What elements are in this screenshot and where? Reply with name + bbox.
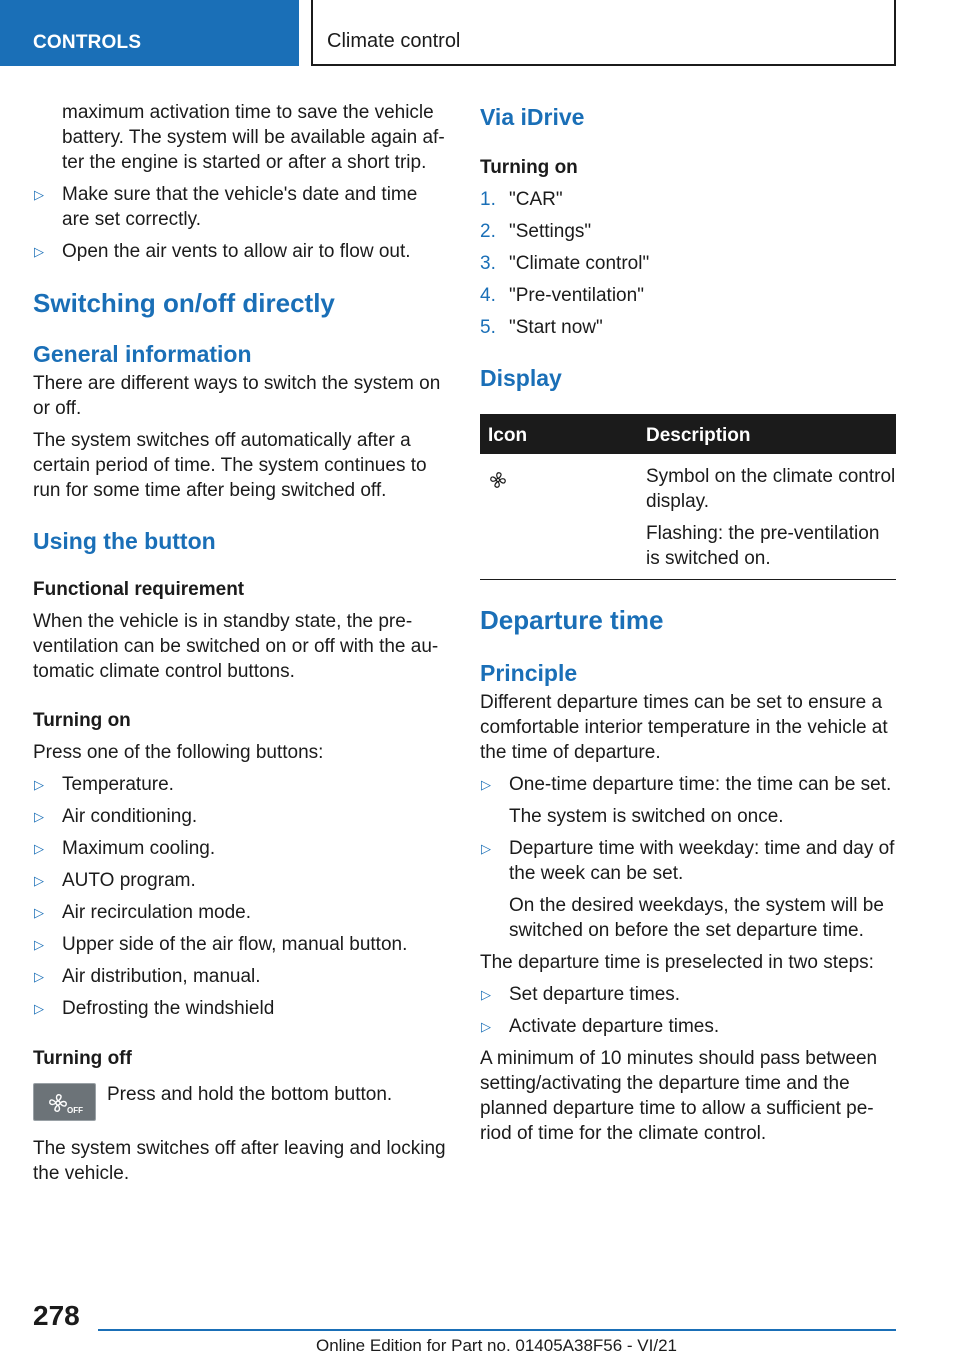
footer-divider: [98, 1329, 896, 1331]
bullet-triangle-icon: ▷: [481, 841, 491, 856]
list-item: ▷ Temperature.: [34, 774, 174, 795]
intro-continuation: maximum activation time to save the vehicle battery. The system will be available again after the engine is started or after a short trip.: [62, 102, 445, 173]
list-item: ▷ One-time departure time: the time can be set. The system is switched on once.: [480, 772, 896, 829]
paragraph: When the vehicle is in standby state, the preventilation can be switched on or off with the automatic climate control buttons.: [33, 611, 439, 682]
heading-using-the-button: Using the button: [33, 528, 216, 554]
step-number: 3.: [480, 253, 496, 274]
chapter-title: Climate control: [327, 30, 461, 52]
bullet-triangle-icon: ▷: [481, 987, 491, 1002]
list-item: ▷ AUTO program.: [34, 870, 196, 891]
fan-icon: [34, 1084, 97, 1122]
list-item: ▷ Activate departure times.: [481, 1016, 720, 1037]
bullet-triangle-icon: ▷: [34, 244, 44, 259]
bullet-triangle-icon: ▷: [34, 187, 44, 202]
bullet-triangle-icon: ▷: [34, 1001, 44, 1016]
turning-off-block: [33, 1082, 448, 1122]
table-cell-description: Flashing: the pre-ventilation is switched on.: [646, 523, 880, 569]
list-item: ▷ Make sure that the vehicle's date and time are set correctly.: [34, 184, 418, 230]
step-number: 2.: [480, 221, 496, 242]
section-tab: [0, 0, 299, 66]
list-item-detail: The system is switched on once.: [509, 806, 784, 827]
bullet-triangle-icon: ▷: [34, 873, 44, 888]
bullet-triangle-icon: ▷: [34, 969, 44, 984]
list-item: ▷ Open the air vents to allow air to flow out.: [34, 241, 411, 262]
column-header-icon: Icon: [488, 425, 528, 446]
step-number: 4.: [480, 285, 496, 306]
paragraph: A minimum of 10 minutes should pass between setting/activating the departure time and the planned departure time to allow a sufficient period of time for the climate control.: [480, 1048, 878, 1144]
heading-via-idrive: Via iDrive: [480, 104, 585, 130]
paragraph: The system switches off automatically after a certain period of time. The system continues to run for some time after being switched off.: [33, 430, 427, 501]
list-item: ▷ Maximum cooling.: [34, 838, 216, 859]
heading-turning-on: Turning on: [33, 710, 131, 731]
list-item-detail: On the desired weekdays, the system will be switched on before the set departure time.: [509, 895, 884, 941]
footer-edition: Online Edition for Part no. 01405A38F56 - VI/21: [316, 1336, 678, 1355]
list-item: ▷ Air distribution, manual.: [34, 966, 261, 987]
chapter-header: [311, 0, 896, 66]
step-number: 1.: [480, 189, 496, 210]
column-header-description: Description: [646, 425, 751, 446]
list-item: ▷ Departure time with weekday: time and day of the week can be set. On the desired weekdays, the system will be switched on before the set departure time.: [481, 838, 895, 941]
list-item: ▷ Set departure times.: [481, 984, 681, 1005]
page-number: 278: [33, 1300, 80, 1331]
list-item: 3. "Climate control": [480, 253, 650, 274]
heading-display: Display: [480, 365, 562, 391]
bullet-triangle-icon: ▷: [481, 777, 491, 792]
list-item: 2. "Settings": [480, 221, 592, 242]
heading-switching: Switching on/off directly: [33, 288, 335, 318]
list-item: ▷ Air conditioning.: [34, 806, 198, 827]
right-column: [480, 100, 896, 1146]
left-column: [33, 100, 448, 1186]
paragraph: Different departure times can be set to ensure a comfortable interior temperature in the vehicle at the time of departure.: [480, 692, 888, 763]
bullet-triangle-icon: ▷: [34, 777, 44, 792]
bullet-triangle-icon: ▷: [34, 937, 44, 952]
list-item: 5. "Start now": [480, 317, 603, 338]
bullet-triangle-icon: ▷: [481, 1019, 491, 1034]
table-header: [480, 414, 896, 454]
paragraph: The system switches off after leaving and locking the vehicle.: [33, 1138, 446, 1184]
step-number: 5.: [480, 317, 496, 338]
heading-general-information: General information: [33, 341, 252, 367]
list-item: ▷ Defrosting the windshield: [34, 998, 275, 1019]
paragraph: Press one of the following buttons:: [33, 742, 324, 763]
paragraph: The departure time is preselected in two steps:: [480, 952, 874, 973]
list-item: 4. "Pre-ventilation": [480, 285, 644, 306]
heading-turning-off: Turning off: [33, 1048, 132, 1069]
table-row: [480, 454, 896, 579]
table-cell-description: Symbol on the climate control display.: [646, 466, 896, 512]
bullet-triangle-icon: ▷: [34, 905, 44, 920]
paragraph: Press and hold the bottom button.: [107, 1084, 393, 1105]
off-label: OFF: [67, 1106, 83, 1115]
list-item: ▷ Air recirculation mode.: [34, 902, 252, 923]
fan-icon: [488, 470, 508, 490]
bullet-triangle-icon: ▷: [34, 841, 44, 856]
bullet-triangle-icon: ▷: [34, 809, 44, 824]
icon-table: [480, 414, 896, 580]
list-item: 1. "CAR": [480, 189, 563, 210]
fan-off-button-icon: [33, 1083, 96, 1121]
heading-functional-requirement: Functional requirement: [33, 579, 245, 600]
paragraph: There are different ways to switch the system on or off.: [33, 373, 441, 419]
section-title: CONTROLS: [33, 32, 142, 53]
heading-principle: Principle: [480, 660, 578, 686]
heading-departure-time: Departure time: [480, 605, 664, 635]
heading-turning-on: Turning on: [480, 157, 578, 178]
list-item: ▷ Upper side of the air flow, manual button.: [34, 934, 408, 955]
